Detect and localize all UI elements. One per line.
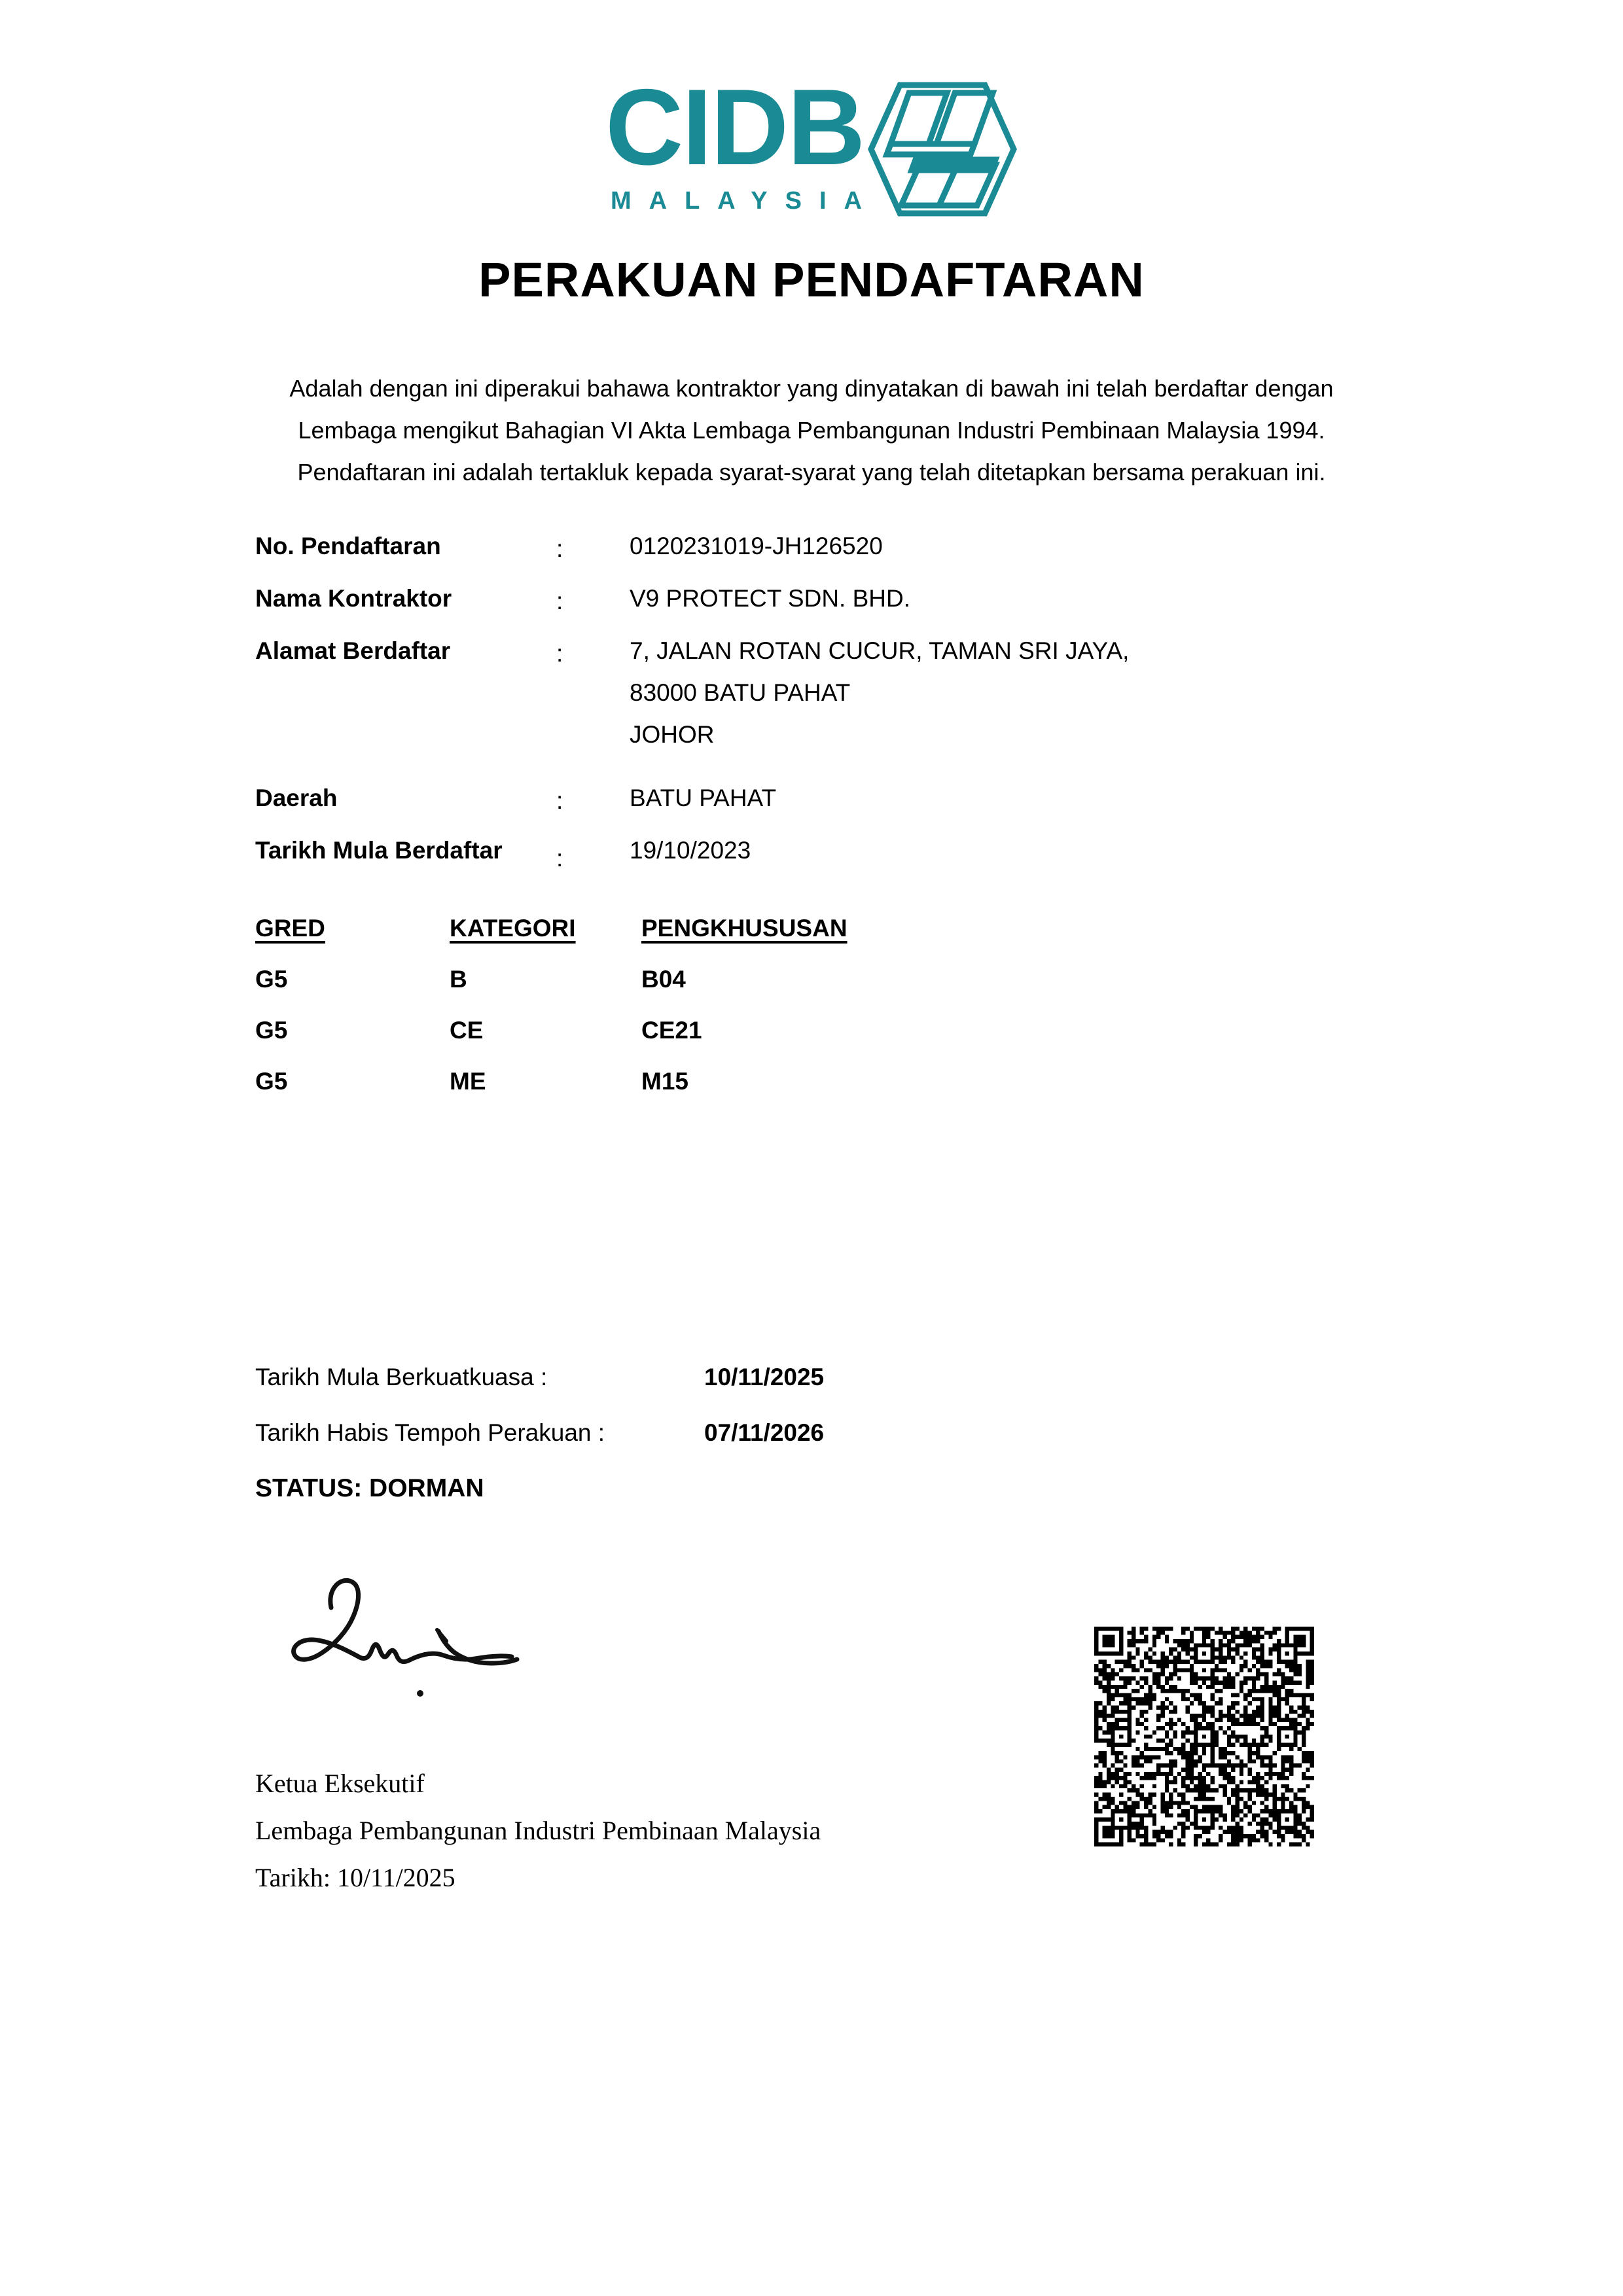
registration-details bbox=[255, 531, 1368, 888]
table-row bbox=[255, 1068, 1237, 1119]
cell-kategori: CE bbox=[450, 1017, 484, 1044]
label-contractor-name: Nama Kontraktor bbox=[255, 585, 452, 612]
field-row-district bbox=[255, 783, 1368, 836]
intro-line-1: Adalah dengan ini diperakui bahawa kontraktor yang dinyatakan di bawah ini telah berdaftar dengan bbox=[289, 375, 1334, 402]
field-row-contractor-name bbox=[255, 584, 1368, 636]
status-badge: STATUS: DORMAN bbox=[255, 1474, 484, 1502]
cidb-malaysia-subtitle: MALAYSIA bbox=[611, 187, 880, 215]
separator-colon: : bbox=[556, 588, 563, 614]
separator-colon: : bbox=[556, 640, 563, 667]
row-expiry-date bbox=[255, 1418, 1368, 1474]
value-contractor-name: V9 PROTECT SDN. BHD. bbox=[630, 585, 911, 612]
label-registration-number: No. Pendaftaran bbox=[255, 533, 441, 559]
column-header-gred: GRED bbox=[255, 915, 325, 942]
intro-line-3: Pendaftaran ini adalah tertakluk kepada syarat-syarat yang telah ditetapkan bersama perakuan ini. bbox=[297, 459, 1326, 486]
issue-date: Tarikh: 10/11/2025 bbox=[255, 1863, 455, 1892]
cell-pengkhususan: M15 bbox=[641, 1068, 688, 1095]
page-title: PERAKUAN PENDAFTARAN bbox=[478, 253, 1145, 307]
row-effective-date bbox=[255, 1362, 1368, 1418]
cell-kategori: ME bbox=[450, 1068, 486, 1095]
field-row-registered-address bbox=[255, 636, 1368, 748]
field-row-registration-number bbox=[255, 531, 1368, 584]
value-expiry-date: 07/11/2026 bbox=[704, 1419, 825, 1446]
table-row bbox=[255, 966, 1237, 1017]
label-registration-start-date: Tarikh Mula Berdaftar bbox=[255, 837, 503, 864]
grade-category-table bbox=[255, 915, 1237, 1119]
label-effective-date: Tarikh Mula Berkuatkuasa : bbox=[255, 1364, 548, 1390]
value-address-line-3: JOHOR bbox=[630, 721, 715, 748]
cidb-logo bbox=[0, 67, 1623, 222]
signature-footer bbox=[255, 1760, 1041, 1901]
label-registered-address: Alamat Berdaftar bbox=[255, 637, 451, 664]
cell-pengkhususan: B04 bbox=[641, 966, 686, 993]
cidb-wordmark: CIDB bbox=[605, 67, 865, 187]
cell-gred: G5 bbox=[255, 1017, 288, 1044]
table-header-row bbox=[255, 915, 1237, 966]
label-expiry-date: Tarikh Habis Tempoh Perakuan : bbox=[255, 1419, 605, 1446]
cell-pengkhususan: CE21 bbox=[641, 1017, 702, 1044]
column-header-pengkhususan: PENGKHUSUSAN bbox=[641, 915, 847, 942]
label-district: Daerah bbox=[255, 785, 338, 811]
verification-qr-code bbox=[1094, 1627, 1314, 1846]
value-address-line-1: 7, JALAN ROTAN CUCUR, TAMAN SRI JAYA, bbox=[630, 637, 1130, 664]
table-row bbox=[255, 1017, 1237, 1068]
value-registration-number: 0120231019-JH126520 bbox=[630, 533, 883, 559]
cidb-hexagon-h-icon bbox=[855, 80, 1019, 219]
value-registration-start-date: 19/10/2023 bbox=[630, 837, 751, 864]
separator-colon: : bbox=[556, 787, 563, 814]
separator-colon: : bbox=[556, 535, 563, 562]
signature-image bbox=[281, 1564, 543, 1740]
signatory-title: Ketua Eksekutif bbox=[255, 1769, 425, 1798]
cell-gred: G5 bbox=[255, 1068, 288, 1095]
intro-line-2: Lembaga mengikut Bahagian VI Akta Lembaga Pembangunan Industri Pembinaan Malaysia 1994. bbox=[298, 417, 1325, 444]
value-effective-date: 10/11/2025 bbox=[704, 1364, 825, 1390]
issuing-organisation: Lembaga Pembangunan Industri Pembinaan Malaysia bbox=[255, 1816, 821, 1845]
column-header-kategori: KATEGORI bbox=[450, 915, 576, 942]
cell-kategori: B bbox=[450, 966, 467, 993]
value-district: BATU PAHAT bbox=[630, 785, 777, 811]
intro-paragraph bbox=[255, 368, 1368, 493]
cell-gred: G5 bbox=[255, 966, 288, 993]
value-address-line-2: 83000 BATU PAHAT bbox=[630, 679, 851, 706]
field-row-registration-start-date bbox=[255, 836, 1368, 888]
validity-block bbox=[255, 1362, 1368, 1474]
separator-colon: : bbox=[556, 845, 563, 872]
